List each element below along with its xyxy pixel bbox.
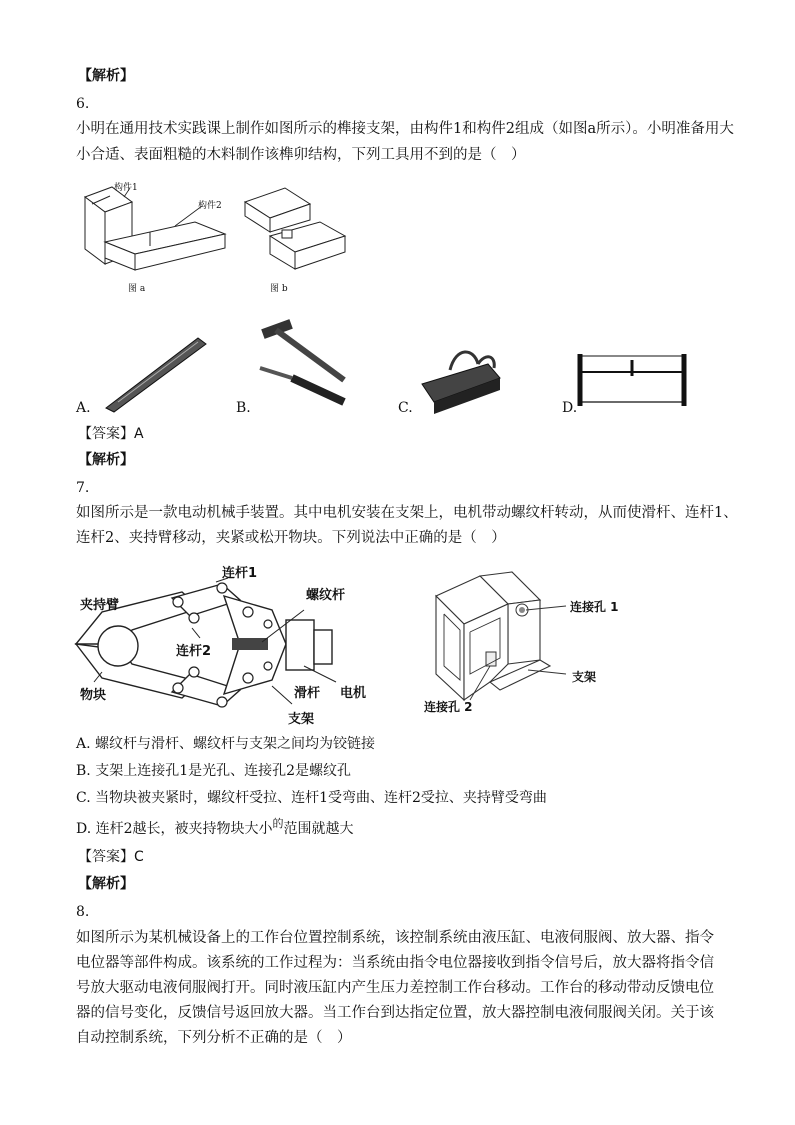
question-stem-line: 如图所示是一款电动机械手装置。其中电机安装在支架上，电机带动螺纹杆转动，从而使滑杆、连杆1、 xyxy=(76,505,738,521)
label-bracket-right: 支架 xyxy=(572,670,597,684)
label-connect-hole1: 连接孔 1 xyxy=(570,600,619,614)
option-c-label: C. xyxy=(398,400,413,416)
figure-a-joint xyxy=(80,182,230,272)
figure-b-caption: 图 b xyxy=(270,284,288,294)
label-link2: 连杆2 xyxy=(176,644,212,659)
option-d-label: D. xyxy=(562,400,578,416)
label-bracket: 支架 xyxy=(288,712,315,727)
label-clamp-arm: 夹持臂 xyxy=(80,598,120,613)
question-stem-line: 小明在通用技术实践课上制作如图所示的榫接支架，由构件1和构件2组成（如图a所示）。小明准备用大 xyxy=(76,121,734,137)
question-stem: 如图所示为某机械设备上的工作台位置控制系统，该控制系统由液压缸、电液伺服阀、放大器、指令电位器等部件构成。该系统的工作过程为：当系统由指令电位器接收到指令信号后，放大器将指令信号放大驱动电液伺服阀打开。同时液压缸内产生压力差控制工作台移动。工作台的移动带动反馈电位器的信号变化，反馈信号返回放大器。当工作台到达指定位置，放大器控制电液伺服阀关闭。关于该自动控制系统，下列分析不正确的是（ ） xyxy=(76,930,714,1046)
plane-tool-image xyxy=(416,338,512,418)
answer-line xyxy=(78,847,144,867)
file-tool-image xyxy=(98,332,208,412)
option-b-label: B. xyxy=(236,400,251,416)
question-number: 6. xyxy=(76,96,90,112)
label-motor: 电机 xyxy=(340,686,367,701)
analysis-heading: 【解析】 xyxy=(78,876,134,892)
option-a-text: A. 螺纹杆与滑杆、螺纹杆与支架之间均为铰链接 xyxy=(76,736,376,752)
question-stem-line: 小合适、表面粗糙的木料制作该榫卯结构，下列工具用不到的是（ ） xyxy=(76,147,526,163)
question-number: 7. xyxy=(76,480,90,496)
analysis-heading: 【解析】 xyxy=(78,452,134,468)
option-c-text: C. 当物块被夹紧时，螺纹杆受拉、连杆1受弯曲、连杆2受拉、夹持臂受弯曲 xyxy=(76,790,547,806)
answer-line xyxy=(78,424,144,444)
figure-a-label-part1: 构件1 xyxy=(114,183,138,193)
label-link1: 连杆1 xyxy=(222,566,258,581)
answer-text: 【答案】A xyxy=(78,426,144,442)
label-screw-rod: 螺纹杆 xyxy=(306,588,346,603)
option-d-part1: D. 连杆2越长，被夹持物块大小 xyxy=(76,821,273,837)
label-connect-hole2: 连接孔 2 xyxy=(424,700,473,714)
label-block: 物块 xyxy=(80,688,107,703)
question-stem-line: 连杆2、夹持臂移动，夹紧或松开物块。下列说法中正确的是（ ） xyxy=(76,530,506,546)
option-d-superscript: 的 xyxy=(272,817,284,830)
figure-a-caption: 图 a xyxy=(128,284,146,294)
option-a-label: A. xyxy=(76,400,91,416)
question-number: 8. xyxy=(76,904,90,920)
option-d-text xyxy=(76,819,354,840)
option-d-part2: 范围就越大 xyxy=(283,821,354,837)
hammer-chisel-image xyxy=(252,316,352,408)
figure-b-joint xyxy=(240,184,355,272)
figure-a-label-part2: 构件2 xyxy=(198,201,222,211)
answer-text: 【答案】C xyxy=(78,849,144,865)
frame-saw-image xyxy=(572,350,692,412)
analysis-heading: 【解析】 xyxy=(78,68,134,84)
option-b-text: B. 支架上连接孔1是光孔、连接孔2是螺纹孔 xyxy=(76,763,352,779)
label-slider: 滑杆 xyxy=(294,686,321,701)
